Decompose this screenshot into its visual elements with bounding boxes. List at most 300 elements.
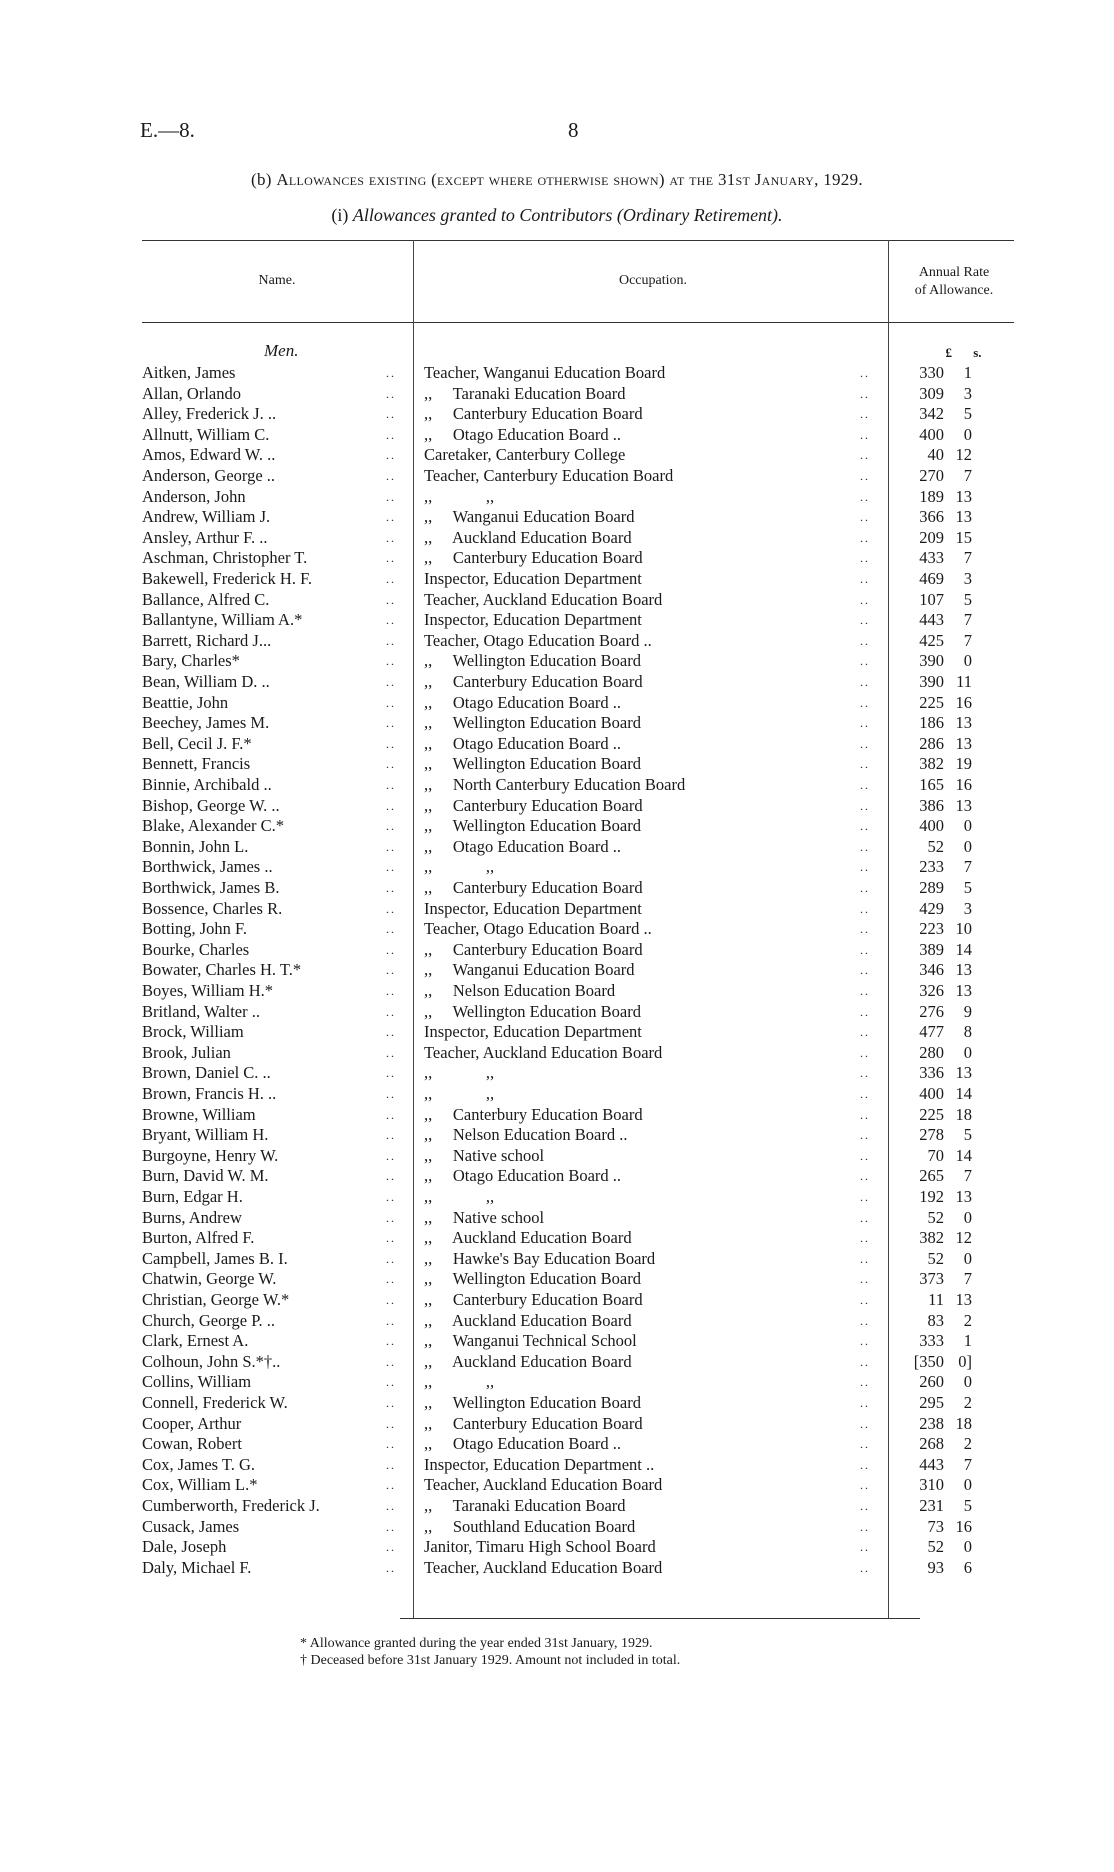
leader-dots: .. [860, 1107, 870, 1122]
contributor-name: Bakewell, Frederick H. F. [142, 569, 313, 588]
leader-dots: .. [860, 1478, 870, 1493]
occupation: Teacher, Auckland Education Board [424, 1042, 663, 1062]
occupation: ,, Wellington Education Board [424, 1269, 641, 1289]
occupation: ,, Canterbury Education Board [424, 878, 643, 897]
leader-dots: .. [386, 1519, 396, 1534]
contributor-name: Cumberworth, Frederick J. [142, 1496, 320, 1515]
allowance-pounds: 223 [919, 919, 944, 939]
contributor-name: Cusack, James [142, 1516, 240, 1536]
leader-dots: .. [386, 963, 396, 978]
contributor-name: Bell, Cecil J. F.* [142, 733, 252, 753]
occupation: ,, Canterbury Education Board [424, 548, 643, 568]
leader-dots: .. [386, 1004, 396, 1019]
contributor-name: Aschman, Christopher T. [142, 548, 308, 568]
footnote-dagger: † Deceased before 31st January 1929. Amount not included in total. [300, 1653, 681, 1668]
table-row [0, 569, 1114, 590]
contributor-name: Boyes, William H.* [142, 981, 274, 1000]
occupation: ,, Canterbury Education Board [424, 672, 643, 691]
leader-dots: .. [386, 942, 396, 957]
allowance-pounds: 429 [919, 898, 944, 918]
table-row [0, 1537, 1114, 1558]
allowance-shillings: 0 [963, 651, 972, 671]
allowance-pounds: 73 [927, 1516, 944, 1536]
allowance-shillings: 0 [963, 1248, 972, 1268]
leader-dots: .. [860, 489, 870, 504]
leader-dots: .. [386, 695, 396, 710]
leader-dots: .. [860, 366, 870, 380]
leader-dots: .. [386, 1457, 396, 1472]
table-row [0, 837, 1114, 858]
allowance-pounds: 278 [919, 1125, 944, 1145]
leader-dots: .. [860, 1231, 870, 1246]
leader-dots: .. [386, 901, 396, 916]
allowance-pounds: 342 [919, 404, 944, 424]
occupation: ,, ,, [424, 1187, 495, 1206]
allowance-shillings: 16 [955, 1516, 972, 1536]
allowance-pounds: 390 [919, 651, 944, 671]
occupation: ,, Nelson Education Board [424, 981, 616, 1000]
contributor-name: Allan, Orlando [142, 383, 241, 403]
unit-shillings: s. [973, 345, 982, 360]
allowance-pounds: 433 [919, 548, 944, 568]
contributor-name: Bowater, Charles H. T.* [142, 960, 302, 980]
section-title [0, 170, 1114, 190]
contributor-name: Barrett, Richard J... [142, 630, 272, 650]
allowance-pounds: 386 [919, 795, 944, 815]
occupation: ,, Nelson Education Board .. [424, 1125, 628, 1145]
leader-dots: .. [860, 1210, 870, 1225]
occupation: Janitor, Timaru High School Board [424, 1537, 656, 1557]
allowance-shillings: 13 [955, 733, 972, 753]
leader-dots: .. [860, 1334, 870, 1349]
occupation: ,, Wanganui Education Board [424, 507, 635, 527]
table-row [0, 631, 1114, 652]
contributor-name: Burgoyne, Henry W. [142, 1145, 279, 1165]
table-row [0, 487, 1114, 508]
allowance-pounds: 425 [919, 630, 944, 650]
footnotes [300, 1635, 680, 1669]
leader-dots: .. [860, 1251, 870, 1266]
leader-dots: .. [386, 1560, 396, 1575]
allowance-pounds: 268 [919, 1434, 944, 1454]
table-row [0, 1393, 1114, 1414]
table-row [0, 1146, 1114, 1167]
allowance-shillings: 0 [963, 836, 972, 856]
leader-dots: .. [860, 1375, 870, 1390]
contributor-name: Burn, Edgar H. [142, 1187, 243, 1206]
occupation: ,, Native school [424, 1145, 545, 1165]
allowance-shillings: 5 [963, 1125, 972, 1145]
leader-dots: .. [386, 1107, 396, 1122]
contributor-name: Dale, Joseph [142, 1537, 227, 1557]
allowance-shillings: 2 [963, 1393, 972, 1412]
table-row [0, 940, 1114, 961]
leader-dots: .. [860, 1519, 870, 1534]
leader-dots: .. [386, 716, 396, 731]
table-row [0, 857, 1114, 878]
allowance-shillings: 0] [958, 1351, 972, 1371]
contributor-name: Church, George P. .. [142, 1310, 276, 1330]
leader-dots: .. [386, 757, 396, 772]
leader-dots: .. [860, 1560, 870, 1575]
leader-dots: .. [386, 798, 396, 813]
occupation: Inspector, Education Department .. [424, 1454, 655, 1474]
allowance-shillings: 16 [955, 775, 972, 794]
occupation: ,, Otago Education Board .. [424, 1166, 622, 1186]
occupation: ,, Wanganui Education Board [424, 960, 635, 980]
allowance-shillings: 7 [963, 1454, 972, 1474]
leader-dots: .. [386, 1416, 396, 1431]
allowance-pounds: 389 [919, 939, 944, 959]
contributor-name: Burns, Andrew [142, 1207, 242, 1227]
allowance-shillings: 15 [955, 527, 972, 547]
table-row [0, 466, 1114, 487]
allowance-shillings: 13 [955, 486, 972, 506]
leader-dots: .. [386, 1396, 396, 1410]
allowance-shillings: 13 [955, 1290, 972, 1309]
contributor-name: Brook, Julian [142, 1042, 231, 1062]
contributor-name: Andrew, William J. [142, 507, 271, 527]
leader-dots: .. [860, 881, 870, 895]
contributor-name: Bonnin, John L. [142, 836, 249, 856]
contributor-name: Brock, William [142, 1022, 244, 1042]
allowance-pounds: 165 [919, 775, 944, 794]
leader-dots: .. [386, 1045, 396, 1060]
allowance-shillings: 14 [955, 1084, 972, 1103]
allowance-pounds: 225 [919, 692, 944, 712]
table-row [0, 919, 1114, 940]
allowance-shillings: 0 [963, 1475, 972, 1495]
allowance-shillings: 0 [963, 1537, 972, 1557]
leader-dots: .. [860, 448, 870, 463]
allowance-pounds: 52 [927, 1207, 944, 1227]
allowance-shillings: 0 [963, 424, 972, 444]
allowance-shillings: 13 [955, 1187, 972, 1206]
leader-dots: .. [386, 489, 396, 504]
leader-dots: .. [860, 984, 870, 998]
leader-dots: .. [386, 1354, 396, 1369]
occupation: Teacher, Wanganui Education Board [424, 363, 666, 382]
allowance-pounds: 400 [919, 424, 944, 444]
allowance-pounds: 443 [919, 610, 944, 630]
leader-dots: .. [860, 1416, 870, 1431]
leader-dots: .. [860, 1272, 870, 1287]
occupation: ,, Auckland Education Board [424, 527, 632, 547]
contributor-name: Borthwick, James .. [142, 857, 273, 877]
occupation: ,, Otago Education Board .. [424, 836, 622, 856]
allowance-pounds: 346 [919, 960, 944, 980]
leader-dots: .. [860, 1045, 870, 1060]
occupation: Teacher, Auckland Education Board [424, 589, 663, 609]
leader-dots: .. [860, 839, 870, 854]
occupation: Inspector, Education Department [424, 898, 642, 918]
leader-dots: .. [860, 757, 870, 772]
allowance-shillings: 0 [963, 1042, 972, 1062]
table-row [0, 363, 1114, 384]
contributor-name: Bryant, William H. [142, 1125, 269, 1145]
allowance-shillings: 19 [955, 754, 972, 774]
table-bottom-rule [400, 1618, 920, 1619]
allowance-pounds: 382 [919, 1228, 944, 1248]
occupation: ,, ,, [424, 1084, 495, 1103]
occupation: ,, Taranaki Education Board [424, 1496, 626, 1515]
leader-dots: .. [860, 633, 870, 648]
allowance-pounds: 326 [919, 981, 944, 1000]
allowance-shillings: 7 [963, 1166, 972, 1186]
table-row [0, 1475, 1114, 1496]
allowance-pounds: 83 [927, 1310, 944, 1330]
allowance-shillings: 7 [963, 1269, 972, 1289]
leader-dots: .. [860, 1128, 870, 1143]
table-row [0, 1166, 1114, 1187]
occupation: ,, Native school [424, 1207, 545, 1227]
unit-pounds: £ [945, 345, 952, 360]
allowance-pounds: 107 [919, 589, 944, 609]
allowance-pounds: 209 [919, 527, 944, 547]
leader-dots: .. [386, 1499, 396, 1513]
contributor-name: Cowan, Robert [142, 1434, 242, 1454]
table-row [0, 734, 1114, 755]
allowance-pounds: 443 [919, 1454, 944, 1474]
allowance-pounds: 265 [919, 1166, 944, 1186]
occupation: ,, Canterbury Education Board [424, 795, 643, 815]
allowance-pounds: 469 [919, 569, 944, 588]
leader-dots: .. [386, 386, 396, 401]
table-row [0, 651, 1114, 672]
allowance-pounds: 373 [919, 1269, 944, 1289]
leader-dots: .. [386, 1540, 396, 1555]
contributor-name: Ballantyne, William A.* [142, 610, 303, 630]
allowance-pounds: 477 [919, 1022, 944, 1042]
occupation: ,, Auckland Education Board [424, 1351, 632, 1371]
contributor-name: Bourke, Charles [142, 939, 250, 959]
leader-dots: .. [860, 963, 870, 978]
leader-dots: .. [386, 1087, 396, 1101]
contributor-name: Colhoun, John S.*†.. [142, 1351, 281, 1371]
leader-dots: .. [386, 427, 396, 442]
allowance-pounds: 270 [919, 466, 944, 485]
occupation: ,, Wellington Education Board [424, 713, 641, 733]
contributor-name: Ansley, Arthur F. .. [142, 527, 268, 547]
contributor-name: Bary, Charles* [142, 651, 240, 671]
allowance-shillings: 3 [963, 383, 972, 403]
contributor-name: Britland, Walter .. [142, 1001, 260, 1021]
leader-dots: .. [860, 695, 870, 710]
table-row [0, 1249, 1114, 1270]
table-row [0, 1269, 1114, 1290]
allowance-pounds: 238 [919, 1413, 944, 1433]
table-row [0, 384, 1114, 405]
column-header-occupation: Occupation. [618, 273, 688, 288]
table-row [0, 1022, 1114, 1043]
occupation: ,, Canterbury Education Board [424, 939, 643, 959]
leader-dots: .. [860, 1396, 870, 1410]
contributor-name: Anderson, George .. [142, 466, 276, 485]
occupation: Inspector, Education Department [424, 610, 642, 630]
leader-dots: .. [386, 1066, 396, 1081]
allowance-shillings: 10 [955, 919, 972, 939]
allowance-pounds: 233 [919, 857, 944, 877]
leader-dots: .. [860, 1004, 870, 1019]
allowance-pounds: 390 [919, 672, 944, 691]
contributor-name: Blake, Alexander C.* [142, 816, 285, 836]
leader-dots: .. [386, 633, 396, 648]
allowance-shillings: 9 [963, 1001, 972, 1021]
leader-dots: .. [386, 1190, 396, 1204]
allowance-pounds: 366 [919, 507, 944, 527]
contributor-name: Ballance, Alfred C. [142, 589, 270, 609]
contributor-name: Amos, Edward W. .. [142, 445, 276, 465]
contributor-name: Bishop, George W. .. [142, 795, 280, 815]
table-row [0, 1063, 1114, 1084]
table-header-rule [142, 322, 1014, 323]
column-header-rate [890, 264, 1018, 300]
section-subtitle-text: Allowances granted to Contributors (Ordinary Retirement). [352, 205, 783, 225]
leader-dots: .. [860, 1025, 870, 1040]
table-row [0, 1228, 1114, 1249]
contributor-name: Cooper, Arthur [142, 1413, 242, 1433]
table-row [0, 713, 1114, 734]
table-row [0, 1414, 1114, 1435]
contributor-name: Burton, Alfred F. [142, 1228, 255, 1248]
leader-dots: .. [860, 798, 870, 813]
occupation: ,, Wellington Education Board [424, 651, 641, 671]
allowance-shillings: 3 [963, 569, 972, 588]
leader-dots: .. [860, 572, 870, 586]
allowance-pounds: 260 [919, 1372, 944, 1392]
leader-dots: .. [860, 1148, 870, 1163]
allowance-shillings: 7 [963, 548, 972, 568]
contributor-name: Brown, Daniel C. .. [142, 1063, 271, 1083]
allowance-pounds: 382 [919, 754, 944, 774]
allowance-shillings: 0 [963, 1207, 972, 1227]
table-row [0, 1455, 1114, 1476]
leader-dots: .. [860, 551, 870, 566]
allowance-pounds: 336 [919, 1063, 944, 1083]
leader-dots: .. [860, 427, 870, 442]
table-row [0, 899, 1114, 920]
table-row [0, 1043, 1114, 1064]
leader-dots: .. [386, 1272, 396, 1287]
leader-dots: .. [860, 901, 870, 916]
occupation: ,, Otago Education Board .. [424, 1434, 622, 1454]
occupation: ,, Hawke's Bay Education Board [424, 1248, 656, 1268]
contributor-name: Bennett, Francis [142, 754, 251, 774]
occupation: ,, Taranaki Education Board [424, 383, 626, 403]
leader-dots: .. [860, 1313, 870, 1328]
table-row [0, 1125, 1114, 1146]
allowance-shillings: 13 [955, 960, 972, 980]
table-row [0, 775, 1114, 796]
leader-dots: .. [386, 469, 396, 483]
allowance-shillings: 5 [963, 404, 972, 424]
document-reference: E.—8. [140, 118, 195, 142]
leader-dots: .. [386, 448, 396, 463]
leader-dots: .. [386, 675, 396, 689]
allowance-pounds: 289 [919, 878, 944, 897]
leader-dots: .. [386, 984, 396, 998]
leader-dots: .. [860, 469, 870, 483]
table-row [0, 1105, 1114, 1126]
table-row [0, 1187, 1114, 1208]
contributor-name: Alley, Frederick J. .. [142, 404, 277, 424]
allowance-shillings: 1 [963, 1331, 972, 1351]
occupation: ,, Wellington Education Board [424, 1001, 641, 1021]
allowance-shillings: 13 [955, 1063, 972, 1083]
table-row [0, 1311, 1114, 1332]
allowance-pounds: 52 [927, 1537, 944, 1557]
leader-dots: .. [386, 572, 396, 586]
occupation: Teacher, Otago Education Board .. [424, 919, 652, 939]
contributor-name: Campbell, James B. I. [142, 1248, 288, 1268]
table-row [0, 1352, 1114, 1373]
leader-dots: .. [860, 778, 870, 792]
leader-dots: .. [860, 530, 870, 545]
leader-dots: .. [386, 1169, 396, 1184]
table-row [0, 528, 1114, 549]
allowance-shillings: 0 [963, 1372, 972, 1392]
contributor-name: Binnie, Archibald .. [142, 775, 272, 794]
contributor-name: Connell, Frederick W. [142, 1393, 288, 1412]
allowance-pounds: 11 [928, 1290, 944, 1309]
table-row [0, 816, 1114, 837]
leader-dots: .. [860, 592, 870, 607]
table-row [0, 1290, 1114, 1311]
occupation: ,, Southland Education Board [424, 1516, 636, 1536]
allowance-shillings: 16 [955, 692, 972, 712]
leader-dots: .. [860, 860, 870, 875]
leader-dots: .. [386, 922, 396, 937]
leader-dots: .. [386, 1478, 396, 1493]
table-row [0, 425, 1114, 446]
contributor-name: Burn, David W. M. [142, 1166, 269, 1186]
contributor-name: Browne, William [142, 1104, 256, 1124]
column-header-rate-line1: Annual Rate [918, 265, 990, 280]
allowance-pounds: 231 [919, 1496, 944, 1515]
table-row [0, 1517, 1114, 1538]
leader-dots: .. [860, 1190, 870, 1204]
allowance-shillings: 18 [955, 1413, 972, 1433]
allowance-pounds: 52 [927, 836, 944, 856]
allowance-shillings: 8 [963, 1022, 972, 1042]
currency-units [918, 345, 982, 361]
table-row [0, 1002, 1114, 1023]
allowance-pounds: 286 [919, 733, 944, 753]
allowance-pounds: 280 [919, 1042, 944, 1062]
occupation: ,, North Canterbury Education Board [424, 775, 686, 794]
occupation: ,, Wellington Education Board [424, 754, 641, 774]
table-row [0, 1331, 1114, 1352]
occupation: Teacher, Canterbury Education Board [424, 466, 674, 485]
table-row [0, 981, 1114, 1002]
footnote-asterisk: * Allowance granted during the year ended 31st January, 1929. [300, 1636, 653, 1651]
allowance-shillings: 7 [963, 466, 972, 485]
occupation: ,, Canterbury Education Board [424, 404, 643, 424]
allowance-shillings: 12 [955, 1228, 972, 1248]
allowance-shillings: 6 [963, 1557, 972, 1577]
table-row [0, 1208, 1114, 1229]
leader-dots: .. [860, 1354, 870, 1369]
table-row [0, 878, 1114, 899]
leader-dots: .. [386, 1334, 396, 1349]
allowance-pounds: 295 [919, 1393, 944, 1412]
leader-dots: .. [386, 1375, 396, 1390]
allowance-shillings: 0 [963, 816, 972, 836]
allowance-pounds: 70 [927, 1145, 944, 1165]
leader-dots: .. [386, 510, 396, 525]
occupation: ,, Wellington Education Board [424, 1393, 641, 1412]
leader-dots: .. [386, 839, 396, 854]
